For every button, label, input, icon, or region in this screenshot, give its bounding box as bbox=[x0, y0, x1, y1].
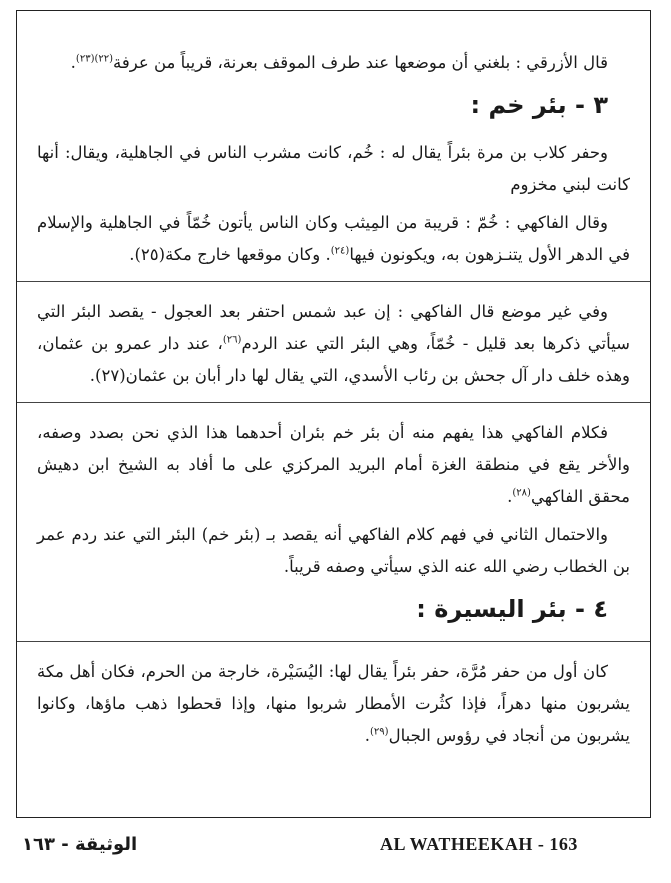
footer-page-number-english: AL WATHEEKAH - 163 bbox=[380, 834, 578, 854]
paragraph-text: كان أول من حفر مُرَّة، حفر بئراً يقال لها: اليُسَيْرة، خارجة من الحرم، فكان أهل مكة يشربون منها دهراً، فإذا كثُرت الأمطار شربوا منها، وإذا قحطوا ذهب ماؤها، وكانوا يشربون من أنجاد في رؤوس الجبال bbox=[37, 662, 630, 745]
divider bbox=[17, 402, 650, 403]
paragraph-tail: . وكان موقعها خارج مكة(٢٥). bbox=[129, 245, 331, 264]
paragraph-second-possibility bbox=[37, 519, 630, 583]
paragraph-azraqi bbox=[37, 47, 630, 79]
paragraph-tail: . bbox=[70, 53, 76, 72]
footnote-ref: (٢٨) bbox=[512, 487, 531, 499]
heading-bir-khum: ٣ - بئر خم : bbox=[470, 91, 608, 119]
paragraph-tail: ، عند دار عمرو بن عثمان، وهذه خلف دار آل جحش بن رئاب الأسدي، التي يقال لها دار أبان بن عثمان(٢٧). bbox=[37, 334, 630, 385]
footnote-ref: (٢٦) bbox=[222, 334, 242, 346]
paragraph-text: وحفر كلاب بن مرة بئراً يقال له : خُم، كانت مشرب الناس في الجاهلية، ويقال: أنها كانت لبني مخزوم bbox=[37, 143, 630, 194]
paragraph-kilab bbox=[37, 137, 630, 201]
paragraph-text: فكلام الفاكهي هذا يفهم منه أن بئر خم بئران أحدهما هذا الذي نحن بصدد وصفه، والأخر يقع في منطقة الغزة أمام البريد المركزي على ما أفاد به الشيخ ابن دهيش محقق الفاكهي bbox=[37, 423, 630, 506]
paragraph-text: وفي غير موضع قال الفاكهي : إن عبد شمس احتفر بعد العجول - يقصد البئر التي سيأتي ذكرها بعد قليل - خُمّاً، وهي البئر التي عند الردم bbox=[37, 302, 630, 353]
paragraph-tail: . bbox=[507, 487, 513, 506]
page-content bbox=[37, 47, 630, 758]
heading-bir-yusayra: ٤ - بئر اليسيرة : bbox=[416, 595, 608, 623]
paragraph-tail: . bbox=[364, 726, 371, 745]
divider bbox=[17, 281, 650, 282]
footnote-ref: (٢٢)(٢٣) bbox=[75, 53, 114, 65]
paragraph-text: وقال الفاكهي : خُمّ : قريبة من المِيثب وكان الناس يأتون خُمّاً في الجاهلية والإسلام في الدهر الأول يتنـزهون به، ويكونون فيها bbox=[37, 213, 630, 264]
footnote-ref: (٢٤) bbox=[330, 245, 350, 257]
paragraph-fakihi bbox=[37, 207, 630, 271]
paragraph-abd-shams bbox=[37, 296, 630, 392]
paragraph-text: قال الأزرقي : بلغني أن موضعها عند طرف الموقف بعرنة، قريباً من عرفة bbox=[113, 53, 608, 72]
page-footer bbox=[0, 830, 671, 860]
footer-page-number-arabic: الوثيقة - ١٦٣ bbox=[22, 834, 138, 855]
paragraph-tail: . bbox=[283, 557, 290, 576]
paragraph-murra bbox=[37, 656, 630, 752]
divider bbox=[17, 641, 650, 642]
page-frame bbox=[16, 10, 651, 818]
paragraph-text: والاحتمال الثاني في فهم كلام الفاكهي أنه يقصد بـ (بئر خم) البئر التي عند ردم عمر بن الخطاب رضي الله عنه الذي سيأتي وصفه قريباً bbox=[37, 525, 630, 576]
footnote-ref: (٢٩) bbox=[370, 726, 389, 738]
paragraph-two-wells bbox=[37, 417, 630, 513]
